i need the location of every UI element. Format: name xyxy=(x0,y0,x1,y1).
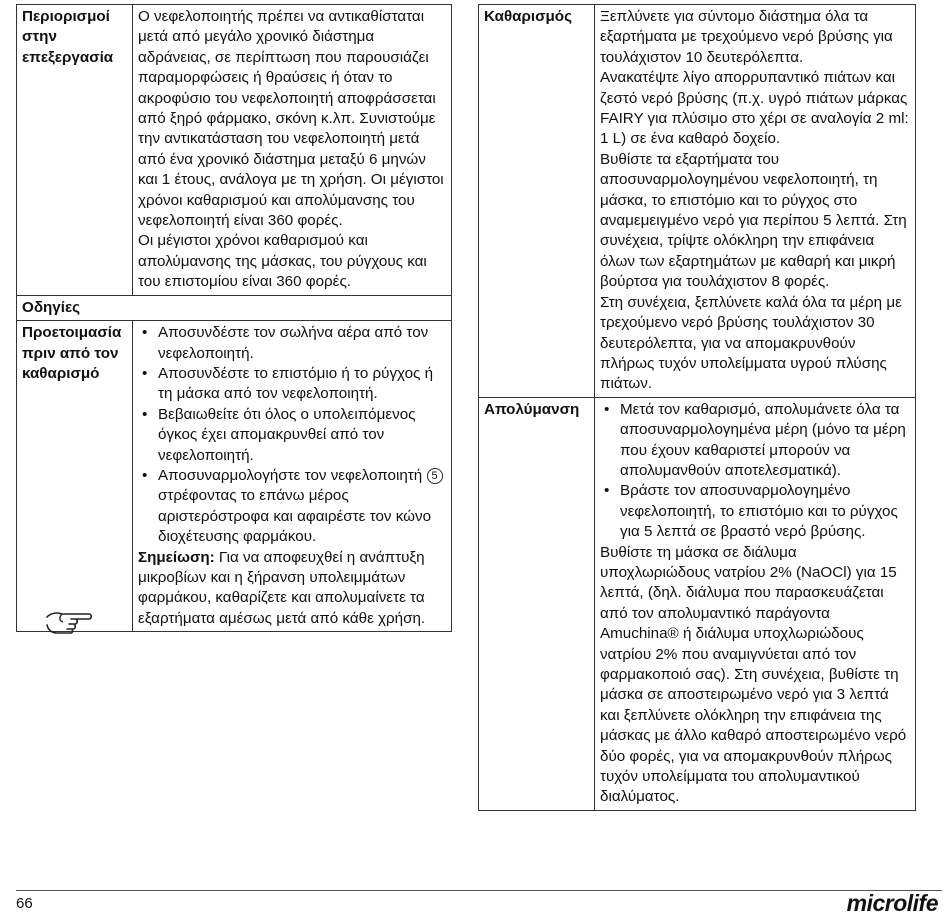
footer-divider xyxy=(16,890,942,891)
page-number: 66 xyxy=(16,895,33,912)
preparation-step-3: • Βεβαιωθείτε ότι όλος ο υπολειπόμενος όγκος έχει απομακρυνθεί από τον νεφελοποιητή. xyxy=(138,405,447,466)
disinfection-label: Απολύμανση xyxy=(479,397,595,810)
note-label: Σημείωση: xyxy=(138,548,215,566)
preparation-content xyxy=(133,321,452,632)
preparation-label: Προετοιμασία πριν από τον καθαρισμό xyxy=(22,324,122,382)
pointing-hand-icon xyxy=(45,609,95,635)
step-4-start: Αποσυναρμολογήστε τον νεφελοποιητή xyxy=(158,466,423,484)
brand-logo: microlife xyxy=(846,890,938,916)
part-reference-badge: 5 xyxy=(427,468,443,484)
cleaning-paragraph-2: Ανακατέψτε λίγο απορρυπαντικό πιάτων και ζεστό νερό βρύσης (π.χ. υγρό πιάτων μάρκας FAIRY για πλύσιμο στο χέρι σε αναλογία 2 ml: 1 L) σε ένα καθαρό δοχείο. xyxy=(600,69,909,148)
disinfection-row xyxy=(479,397,916,810)
preparation-note xyxy=(138,548,447,630)
cleaning-label: Καθαρισμός xyxy=(479,5,595,398)
limits-label: Περιορισμοί στην επεξεργασία xyxy=(17,5,133,296)
disinfection-steps xyxy=(600,400,911,543)
limits-paragraph-2: Οι μέγιστοι χρόνοι καθαρισμού και απολύμανσης της μάσκας, του ρύγχους και του επιστομίου είναι 360 φορές. xyxy=(138,232,427,291)
preparation-step-4 xyxy=(138,466,447,548)
instructions-row xyxy=(17,295,452,320)
cleaning-row xyxy=(479,5,916,398)
left-instructions-table xyxy=(16,4,452,632)
cleaning-paragraph-3: Βυθίστε τα εξαρτήματα του αποσυναρμολογημένου νεφελοποιητή, τη μάσκα, το επιστόμιο και το ρύγχος στο αναμεμειγμένο νερό για περίπου 5 λεπτά. Στη συνέχεια, τρίψτε ολόκληρη την επιφάνεια όλων των εξαρτημάτων με καθαρή και μικρή βούρτσα για τουλάχιστον 8 φορές. xyxy=(600,150,907,291)
disinfection-step-1: • Μετά τον καθαρισμό, απολυμάνετε όλα τα αποσυναρμολογημένα μέρη (μόνο τα μέρη που έχουν καθαριστεί μπορούν να απολυμανθούν αποτελεσματικά). xyxy=(600,400,911,482)
preparation-step-2: • Αποσυνδέστε το επιστόμιο ή το ρύγχος ή τη μάσκα από τον νεφελοποιητή. xyxy=(138,364,447,405)
preparation-steps xyxy=(138,323,447,547)
disinfection-content xyxy=(595,397,916,810)
limits-content xyxy=(133,5,452,296)
right-instructions-table xyxy=(478,4,916,811)
instructions-heading: Οδηγίες xyxy=(17,295,452,320)
disinfection-step-2: • Βράστε τον αποσυναρμολογημένο νεφελοποιητή, το επιστόμιο και το ρύγχος για 5 λεπτά σε βραστό νερό βρύσης. xyxy=(600,481,911,542)
note-text: Για να αποφευχθεί η ανάπτυξη μικροβίων και η ξήρανση υπολειμμάτων φαρμάκου, καθαρίζετε και απολυμαίνετε τα εξαρτήματα αμέσως μετά από κάθε χρήση. xyxy=(138,548,426,627)
step-4-end: στρέφοντας το επάνω μέρος αριστερόστροφα και αφαιρέστε τον κώνο διοχέτευσης φαρμάκου. xyxy=(158,487,432,546)
limits-row xyxy=(17,5,452,296)
cleaning-paragraph-4: Στη συνέχεια, ξεπλύνετε καλά όλα τα μέρη με τρεχούμενο νερό βρύσης τουλάχιστον 30 δευτερόλεπτα, για να απομακρυνθούν πλήρως τυχόν υπολείμματα υγρού πλύσης πιάτων. xyxy=(600,293,902,393)
disinfection-paragraph: Βυθίστε τη μάσκα σε διάλυμα υποχλωριώδους νατρίου 2% (NaOCl) για 15 λεπτά, (δηλ. διάλυμα που παρασκευάζεται από τον απολυμαντικό παράγοντα Amuchina® ή διάλυμα υποχλωριώδους νατρίου 2% που αναμιγνύεται από τον φαρμακοποιό σας). Στη συνέχεια, βυθίστε τη μάσκα σε αποστειρωμένο νερό για 3 λεπτά και ξεπλύνετε ολόκληρη την επιφάνεια της μάσκας με άλλο καθαρό αποστειρωμένο νερό δύο φορές, για να απομακρυνθούν πλήρως τυχόν υπολείμματα του απολυμαντικού διαλύματος. xyxy=(600,543,907,806)
preparation-label-cell xyxy=(17,321,133,632)
preparation-step-1: • Αποσυνδέστε τον σωλήνα αέρα από τον νεφελοποιητή. xyxy=(138,323,447,364)
cleaning-content xyxy=(595,5,916,398)
cleaning-paragraph-1: Ξεπλύνετε για σύντομο διάστημα όλα τα εξαρτήματα με τρεχούμενο νερό βρύσης για τουλάχιστον 10 δευτερόλεπτα. xyxy=(600,8,893,66)
limits-paragraph-1: Ο νεφελοποιητής πρέπει να αντικαθίσταται μετά από μεγάλο χρονικό διάστημα αδράνειας, σε περίπτωση που παρουσιάζει παραμορφώσεις ή θραύσεις ή όταν το ακροφύσιο του νεφελοποιητή αποφράσσεται από ξηρό φάρμακο, σκόνη κ.λπ. Συνιστούμε την αντικατάσταση του νεφελοποιητή μετά από ένα χρονικό διάστημα μεταξύ 6 μηνών και 1 έτους, ανάλογα με τη χρήση. Οι μέγιστοι χρόνοι καθαρισμού και απολύμανσης του νεφελοποιητή είναι 360 φορές. xyxy=(138,8,444,230)
preparation-row xyxy=(17,321,452,632)
